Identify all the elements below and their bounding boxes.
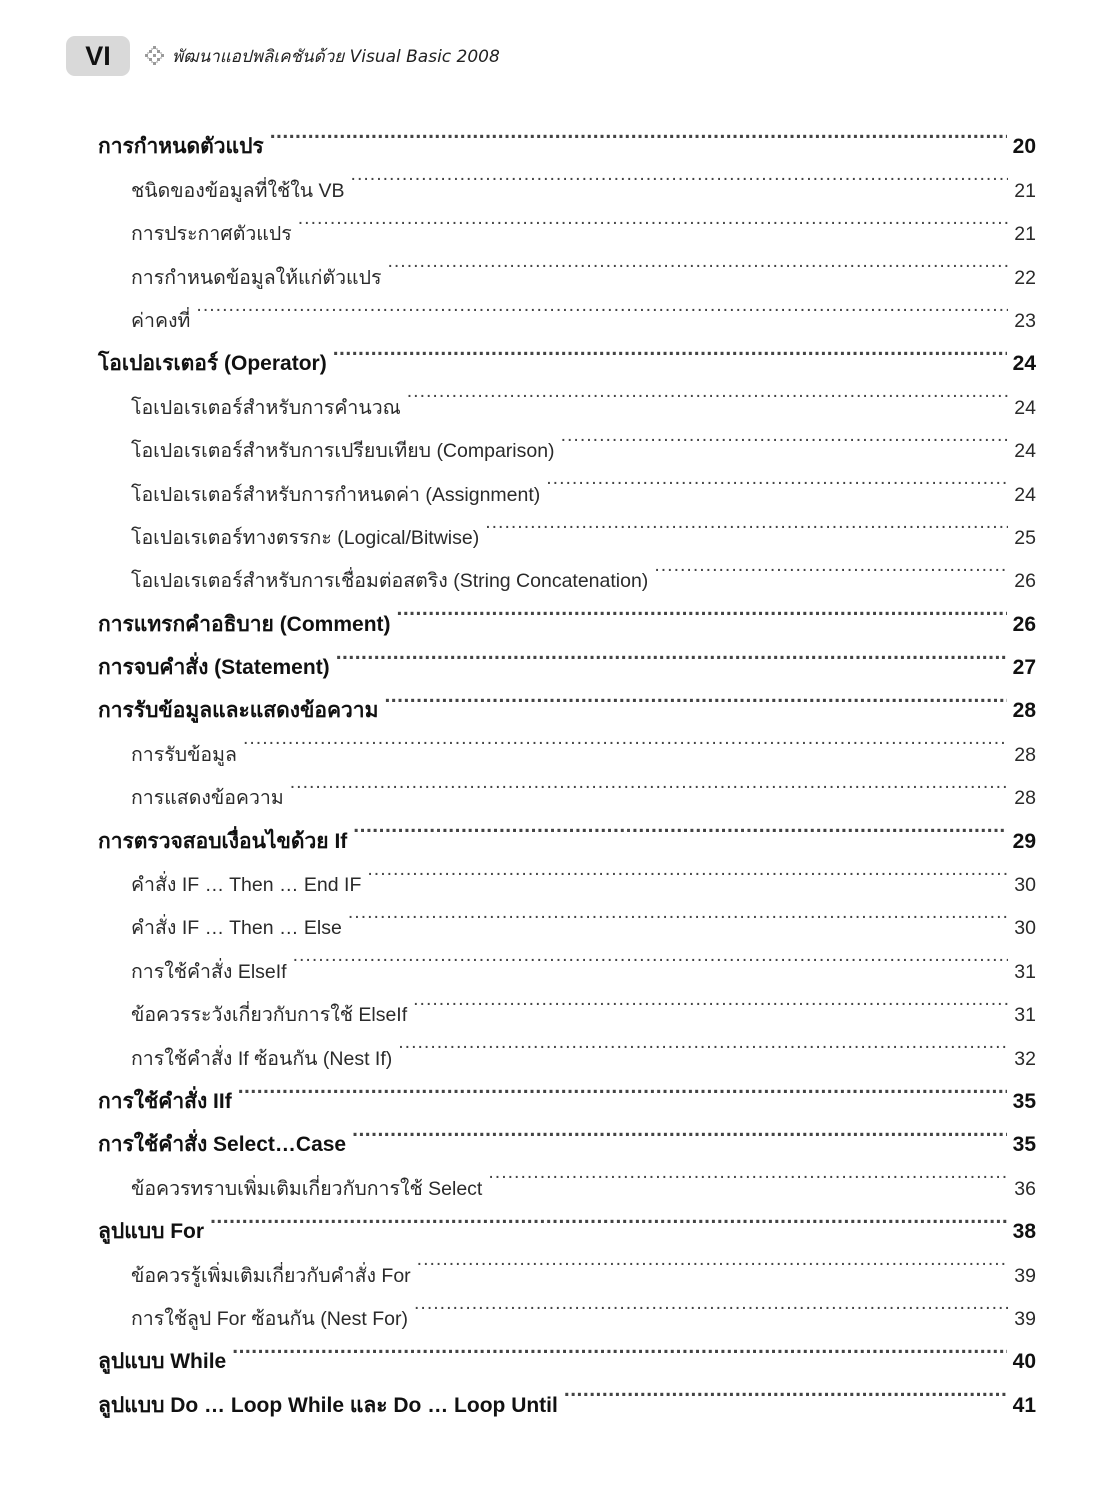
toc-entry-page-number: 35	[1012, 1133, 1036, 1157]
toc-dot-leader	[397, 587, 1007, 630]
toc-dot-leader	[243, 717, 1008, 760]
toc-dot-leader	[232, 1325, 1006, 1368]
toc-entry-title: ชนิดของข้อมูลที่ใช้ใน VB	[131, 179, 345, 202]
toc-dot-leader	[270, 110, 1007, 153]
checker-diamond-icon	[144, 45, 166, 67]
toc-entry-title: การรับข้อมูล	[131, 743, 237, 766]
toc-entry-page-number: 28	[1012, 699, 1036, 723]
toc-entry-page-number: 39	[1014, 1307, 1036, 1330]
toc-entry-title: การใช้คำสั่ง Select…Case	[98, 1133, 347, 1157]
toc-entry-page-number: 26	[1014, 570, 1036, 593]
toc-entry-title: โอเปอเรเตอร์ทางตรรกะ (Logical/Bitwise)	[131, 526, 480, 549]
toc-dot-leader	[414, 1282, 1008, 1325]
toc-dot-leader	[654, 544, 1008, 587]
table-of-contents	[98, 110, 1036, 1417]
toc-dot-leader	[352, 1108, 1007, 1151]
toc-entry-title: ข้อควรทราบเพิ่มเติมเกี่ยวกับการใช้ Select	[131, 1177, 483, 1200]
toc-section-entry	[98, 1238, 1036, 1287]
toc-entry-page-number: 21	[1014, 179, 1036, 202]
toc-entry-title: คำสั่ง IF … Then … End IF	[131, 874, 362, 897]
toc-entry-page-number: 20	[1012, 135, 1036, 159]
page-header	[66, 36, 500, 76]
toc-dot-leader	[298, 197, 1009, 240]
toc-entry-page-number: 38	[1012, 1220, 1036, 1244]
toc-dot-leader	[333, 327, 1007, 370]
toc-entry-page-number: 40	[1012, 1350, 1036, 1374]
toc-entry-title: ลูปแบบ Do … Loop While และ Do … Loop Until	[98, 1393, 558, 1417]
toc-entry-page-number: 39	[1014, 1264, 1036, 1287]
toc-dot-leader	[336, 631, 1007, 674]
toc-entry-page-number: 32	[1014, 1047, 1036, 1070]
running-header-title: พัฒนาแอปพลิเคชันด้วย Visual Basic 2008	[172, 46, 500, 67]
toc-dot-leader	[488, 1151, 1008, 1194]
toc-entry-page-number: 21	[1014, 223, 1036, 246]
toc-entry-title: โอเปอเรเตอร์ (Operator)	[98, 352, 327, 376]
toc-dot-leader	[485, 501, 1008, 544]
toc-entry-title: โอเปอเรเตอร์สำหรับการเชื่อมต่อสตริง (String Concatenation)	[131, 570, 649, 593]
toc-entry-page-number: 24	[1014, 396, 1036, 419]
toc-dot-leader	[351, 153, 1009, 196]
toc-entry-page-number: 30	[1014, 874, 1036, 897]
toc-entry-title: การใช้คำสั่ง IIf	[98, 1089, 232, 1113]
toc-dot-leader	[387, 240, 1008, 283]
toc-entry-page-number: 26	[1012, 612, 1036, 636]
toc-chapter-entry	[98, 1325, 1036, 1374]
toc-dot-leader	[407, 370, 1009, 413]
toc-entry-page-number: 31	[1014, 1004, 1036, 1027]
toc-entry-title: ลูปแบบ For	[98, 1220, 205, 1244]
toc-entry-page-number: 24	[1012, 352, 1036, 376]
toc-entry-page-number: 24	[1014, 440, 1036, 463]
toc-entry-page-number: 28	[1014, 787, 1036, 810]
toc-section-entry	[98, 284, 1036, 332]
toc-dot-leader	[417, 1238, 1009, 1281]
toc-entry-page-number: 30	[1014, 917, 1036, 940]
toc-dot-leader	[353, 804, 1006, 847]
toc-entry-title: ข้อควรรู้เพิ่มเติมเกี่ยวกับคำสั่ง For	[131, 1264, 411, 1287]
toc-entry-title: การตรวจสอบเงื่อนไขด้วย If	[98, 829, 348, 853]
toc-entry-title: การกำหนดข้อมูลให้แก่ตัวแปร	[131, 266, 382, 289]
toc-entry-title: การใช้คำสั่ง ElseIf	[131, 960, 287, 983]
toc-dot-leader	[210, 1195, 1007, 1238]
toc-entry-page-number: 22	[1014, 266, 1036, 289]
toc-entry-page-number: 41	[1012, 1393, 1036, 1417]
toc-chapter-entry	[98, 1108, 1036, 1157]
toc-entry-title: การใช้คำสั่ง If ซ้อนกัน (Nest If)	[131, 1047, 393, 1070]
toc-entry-title: ข้อควรระวังเกี่ยวกับการใช้ ElseIf	[131, 1004, 408, 1027]
toc-entry-page-number: 23	[1014, 309, 1036, 332]
toc-dot-leader	[561, 414, 1009, 457]
toc-entry-page-number: 24	[1014, 483, 1036, 506]
toc-entry-title: การประกาศตัวแปร	[131, 223, 292, 246]
toc-entry-page-number: 36	[1014, 1177, 1036, 1200]
toc-entry-title: โอเปอเรเตอร์สำหรับการคำนวณ	[131, 396, 401, 419]
toc-entry-title: โอเปอเรเตอร์สำหรับการเปรียบเทียบ (Comparison)	[131, 440, 555, 463]
toc-dot-leader	[348, 891, 1008, 934]
toc-dot-leader	[290, 761, 1009, 804]
toc-entry-title: ลูปแบบ While	[98, 1350, 227, 1374]
toc-entry-page-number: 35	[1012, 1089, 1036, 1113]
toc-dot-leader	[196, 284, 1008, 327]
toc-chapter-entry	[98, 1368, 1036, 1417]
toc-dot-leader	[384, 674, 1006, 717]
toc-entry-title: การแสดงข้อความ	[131, 787, 284, 810]
toc-entry-page-number: 27	[1012, 656, 1036, 680]
toc-entry-title: การรับข้อมูลและแสดงข้อความ	[98, 699, 379, 723]
toc-dot-leader	[413, 978, 1008, 1021]
toc-dot-leader	[564, 1368, 1007, 1411]
page-number-badge: VI	[66, 36, 130, 76]
toc-entry-title: การกำหนดตัวแปร	[98, 135, 264, 159]
toc-chapter-entry	[98, 110, 1036, 159]
toc-entry-title: โอเปอเรเตอร์สำหรับการกำหนดค่า (Assignment)	[131, 483, 541, 506]
toc-entry-page-number: 28	[1014, 743, 1036, 766]
toc-dot-leader	[398, 1021, 1008, 1064]
toc-entry-title: การใช้ลูป For ซ้อนกัน (Nest For)	[131, 1307, 408, 1330]
toc-dot-leader	[546, 457, 1008, 500]
toc-entry-title: การแทรกคำอธิบาย (Comment)	[98, 612, 391, 636]
toc-dot-leader	[367, 848, 1008, 891]
toc-entry-title: คำสั่ง IF … Then … Else	[131, 917, 342, 940]
toc-entry-title: ค่าคงที่	[131, 309, 191, 332]
toc-entry-title: การจบคำสั่ง (Statement)	[98, 656, 330, 680]
toc-entry-page-number: 31	[1014, 960, 1036, 983]
toc-dot-leader	[293, 934, 1009, 977]
toc-entry-page-number: 29	[1012, 829, 1036, 853]
toc-chapter-entry	[98, 327, 1036, 376]
toc-chapter-entry	[98, 1195, 1036, 1244]
toc-entry-page-number: 25	[1014, 526, 1036, 549]
toc-dot-leader	[238, 1065, 1007, 1108]
toc-chapter-entry	[98, 1065, 1036, 1113]
